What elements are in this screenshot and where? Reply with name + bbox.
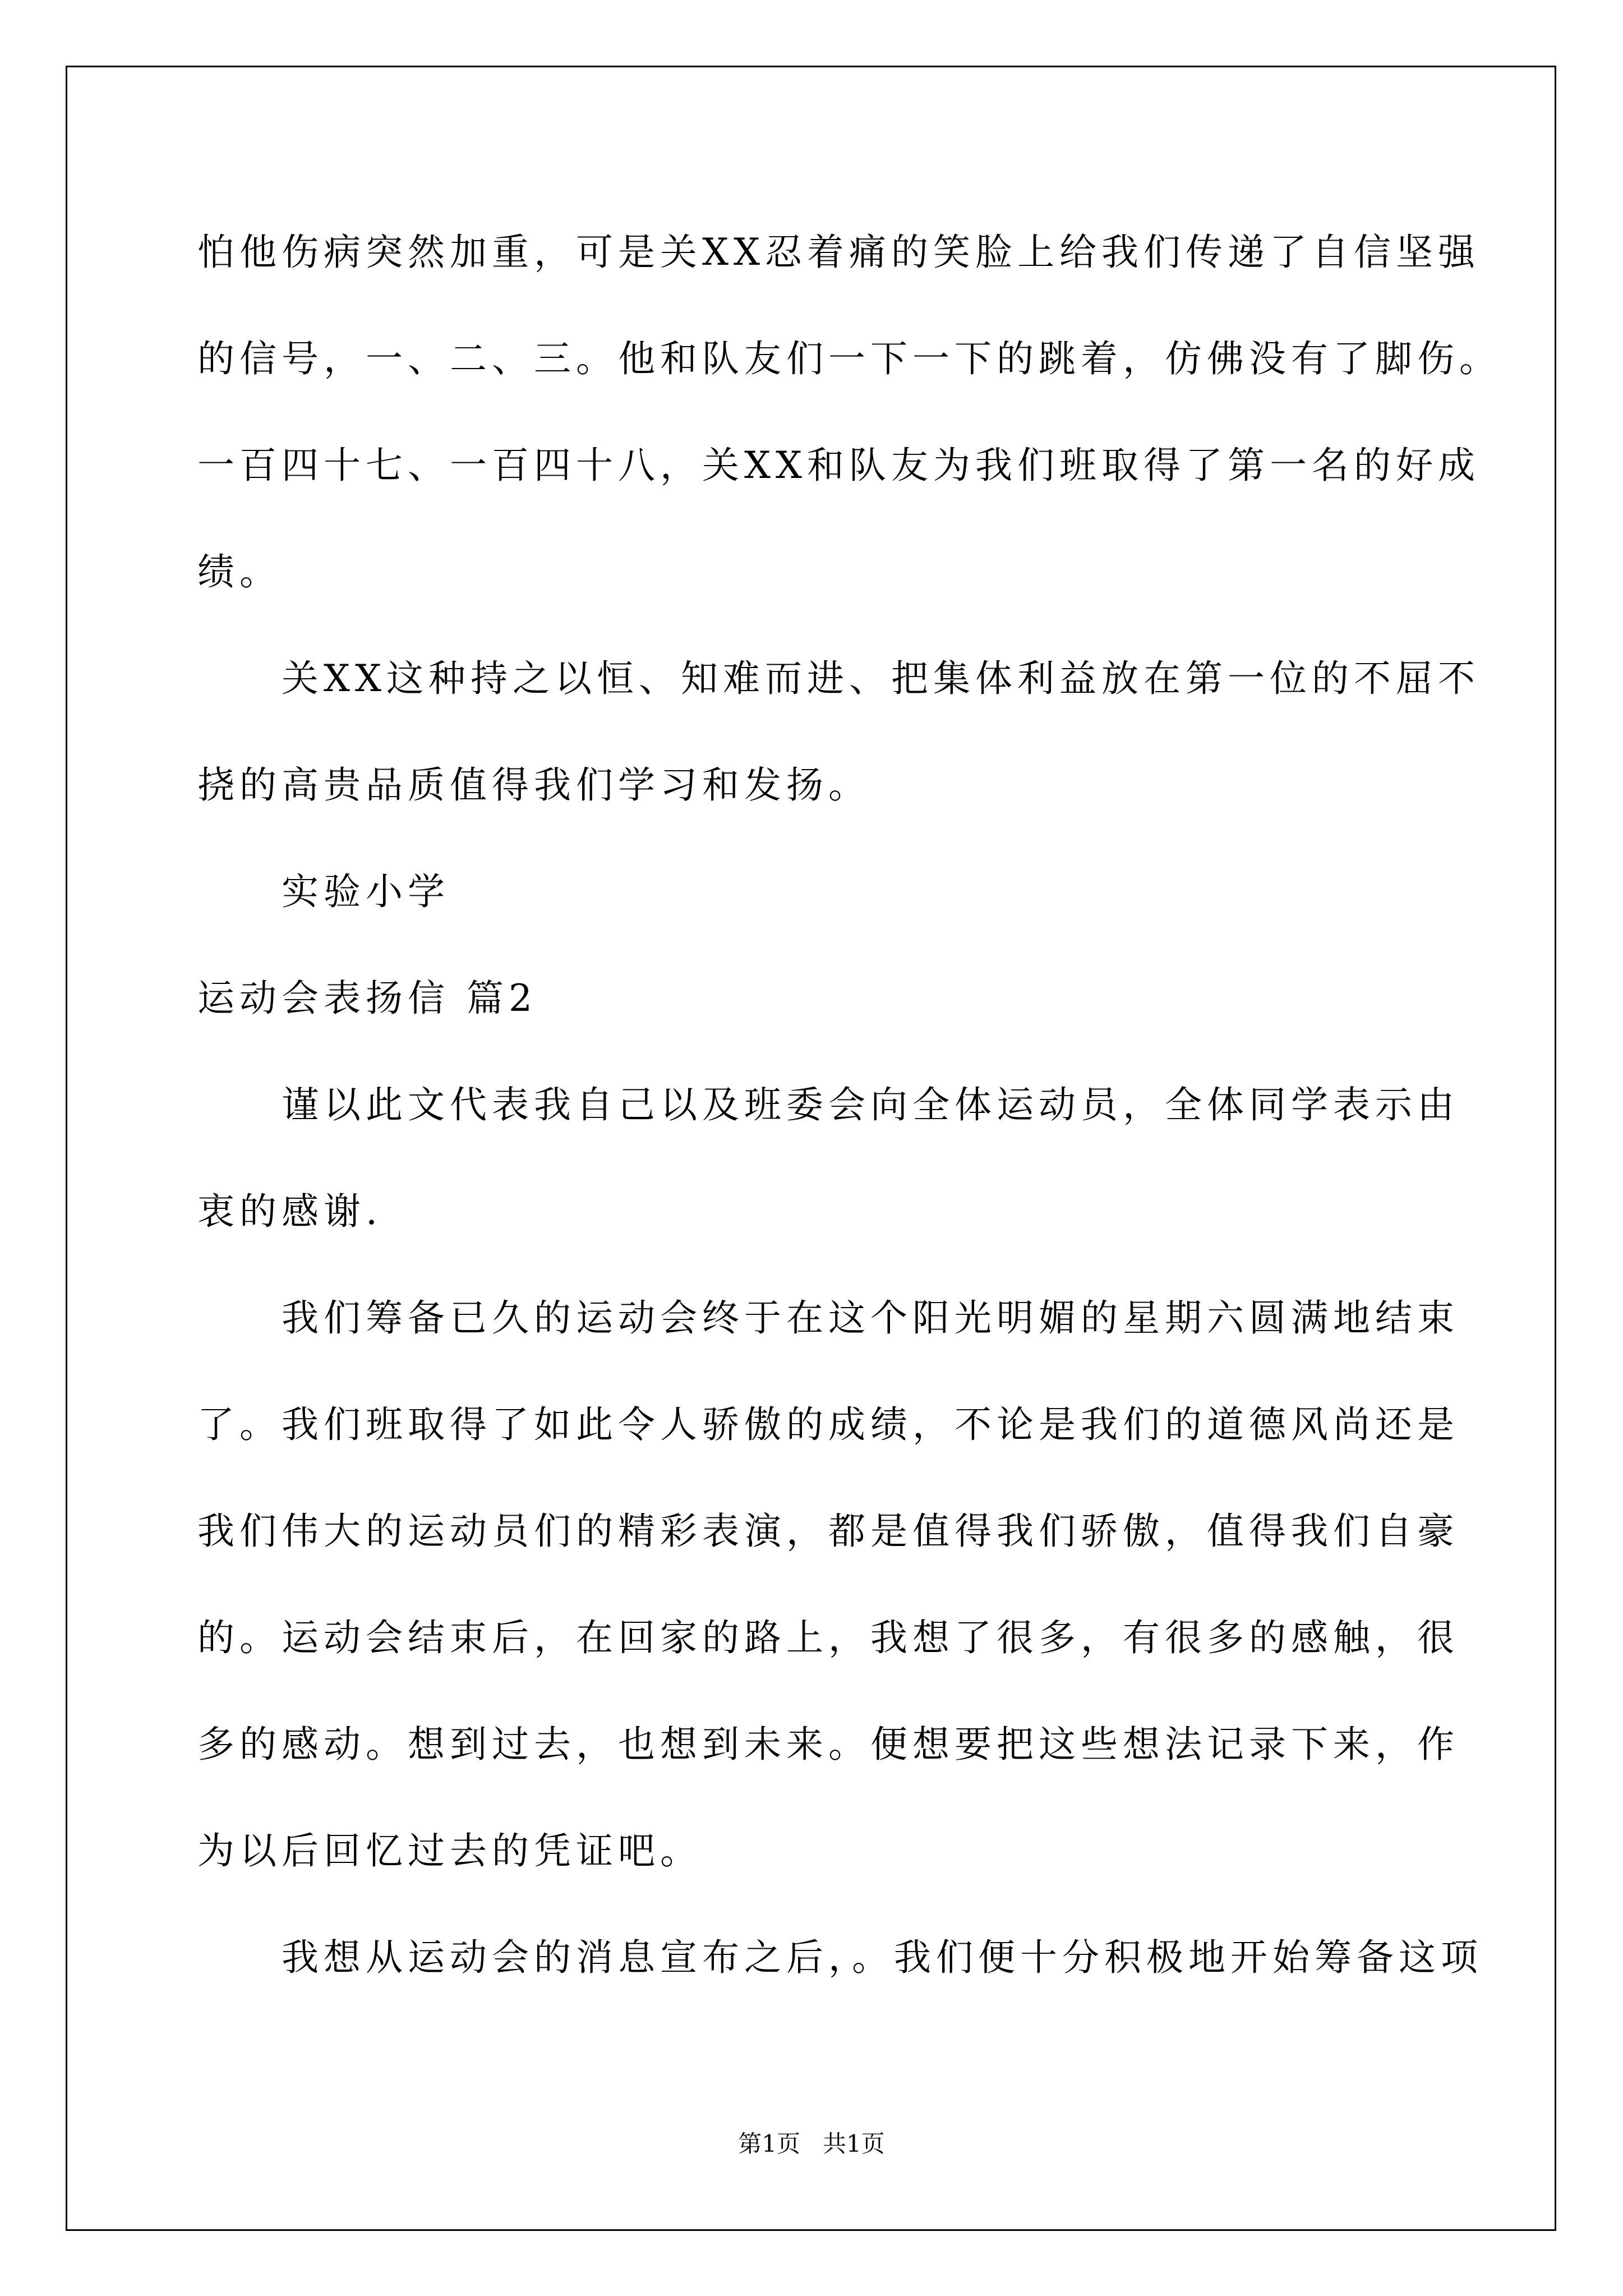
- text-line: 关XX这种持之以恒、知难而进、把集体利益放在第一位的不屈不: [282, 657, 1480, 700]
- section-heading: 运动会表扬信 篇2: [197, 977, 537, 1020]
- text-line: 绩。: [197, 550, 282, 593]
- text-line: 衷的感谢.: [197, 1190, 382, 1233]
- text-line: 怕他伤病突然加重，可是关XX忍着痛的笑脸上给我们传递了自信坚强: [197, 231, 1480, 274]
- text-line: 谨以此文代表我自己以及班委会向全体运动员，全体同学表示由: [282, 1083, 1459, 1126]
- text-line: 一百四十七、一百四十八，关XX和队友为我们班取得了第一名的好成: [197, 444, 1480, 487]
- page-footer: 第1页 共1页: [738, 2130, 885, 2157]
- text-line: 了。我们班取得了如此令人骄傲的成绩，不论是我们的道德风尚还是: [197, 1403, 1459, 1446]
- text-line: 挠的高贵品质值得我们学习和发扬。: [197, 763, 870, 807]
- text-line: 我想从运动会的消息宣布之后，。我们便十分积极地开始筹备这项: [282, 1936, 1483, 1979]
- text-line: 为以后回忆过去的凭证吧。: [197, 1829, 702, 1872]
- text-line: 的。运动会结束后，在回家的路上，我想了很多，有很多的感触，很: [197, 1616, 1459, 1659]
- text-line: 我们伟大的运动员们的精彩表演，都是值得我们骄傲，值得我们自豪: [197, 1510, 1459, 1553]
- text-line: 多的感动。想到过去，也想到未来。便想要把这些想法记录下来，作: [197, 1723, 1459, 1766]
- signature-text: 实验小学: [282, 870, 450, 913]
- text-line: 的信号，一、二、三。他和队友们一下一下的跳着，仿佛没有了脚伤。: [197, 337, 1501, 380]
- page-border: [66, 66, 1556, 2231]
- text-line: 我们筹备已久的运动会终于在这个阳光明媚的星期六圆满地结束: [282, 1296, 1459, 1340]
